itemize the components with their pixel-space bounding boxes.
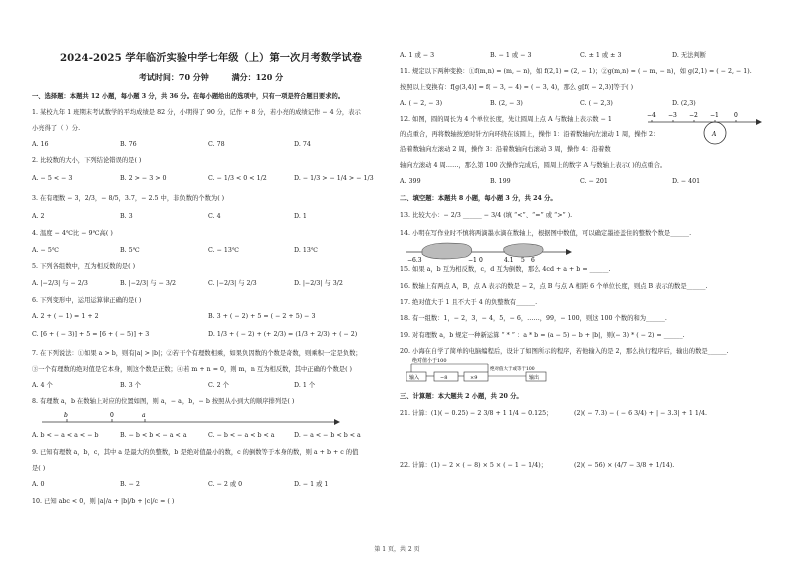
q20-condition-label: 绝对值大于或等于100: [490, 367, 535, 372]
q8-stem: 8. 有理数 a，b 在数轴上对应的位置如图，则 a，− a，b，− b 按照从小到大的顺序排列是( ): [32, 398, 295, 405]
q5-option-c: C. |−2/3| 与 2/3: [208, 280, 257, 287]
section-heading-choice: 一、选择题：本题共 12 小题，每小题 3 分，共 36 分。在每小题给出的选项中，只有一项是符合题目要求的。: [32, 93, 345, 100]
q12-option-d: D. − 401: [672, 178, 701, 185]
q11-option-b: B. (2, − 3): [490, 100, 523, 107]
q10-option-a: A. 1 或 − 3: [400, 52, 435, 59]
q11-option-d: D. (2,3): [672, 100, 696, 107]
q7-line2: ③一个有理数的绝对值是它本身，则这个数是正数；④若 m + n = 0，则 m，n 互为相反数，其中正确的个数是( ): [32, 366, 353, 373]
q19-stem: 19. 对有理数 a，b 规定一种新运算 “ * ” ：a * b = (a − 5) − b + |b|，则(− 3) * ( − 2) = ______.: [400, 332, 685, 339]
q6-stem: 6. 下列变形中，运用运算律正确的是( ): [32, 297, 142, 304]
page-footer: 第 1 页，共 2 页: [374, 546, 420, 553]
q21-part1: 21. 计算：(1)( − 0.25) − 2 3/8 + 1 1/4 − 0.125；: [400, 410, 553, 417]
q12-circle-number-line: [646, 110, 766, 148]
q2-option-b: B. 2 > − 3 > 0: [120, 175, 167, 182]
q4-option-a: A. − 5℃: [32, 247, 59, 254]
q4-option-d: D. 13℃: [294, 247, 318, 254]
q17-stem: 17. 绝对值大于 1 且不大于 4 的负整数有______.: [400, 299, 538, 306]
q12-option-a: A. 399: [400, 178, 421, 185]
q3-option-b: B. 3: [120, 213, 133, 220]
q12-point-a: A: [712, 131, 717, 138]
q10-option-d: D. 无法判断: [672, 52, 707, 59]
q9-option-b: B. − 2: [120, 481, 140, 488]
q20-minus8-label: −8: [440, 375, 448, 381]
q3-option-d: D. 1: [294, 213, 307, 220]
q7-option-a: A. 4 个: [32, 382, 53, 389]
q1-option-d: D. 74: [294, 141, 311, 148]
q12-tick-neg4: −4: [647, 112, 656, 119]
q10-option-c: C. ± 1 或 ± 3: [580, 52, 622, 59]
q11-option-c: C. ( − 2,3): [580, 100, 613, 107]
exam-meta: [32, 73, 390, 83]
q4-stem: 4. 温度 − 4℃比 − 9℃高( ): [32, 230, 113, 237]
q20-flow-top-label: 绝对值小于100: [412, 358, 447, 364]
q8-option-b: B. − b < b < − a < a: [120, 432, 187, 439]
q7-option-b: B. 3 个: [120, 382, 141, 389]
q6-option-c: C. [6 + ( − 3)] + 5 = [6 + ( − 5)] + 3: [32, 331, 150, 338]
q22-part2: (2)( − 56) × (4/7 − 3/8 + 1/14).: [574, 462, 675, 469]
q8-label-0: 0: [110, 412, 114, 419]
section-heading-fill: 二、填空题：本题共 8 小题，每小题 3 分，共 24 分。: [400, 195, 557, 202]
q12-option-b: B. 199: [490, 178, 511, 185]
q3-stem: 3. 在有理数 − 3，2/3，− 8/5，3.7，− 2.5 中，非负数的个数为( ): [32, 195, 225, 202]
q5-stem: 5. 下列各组数中，互为相反数的是( ): [32, 263, 136, 270]
q2-option-c: C. − 1/3 < 0 < 1/2: [208, 175, 267, 182]
q3-option-a: A. 2: [32, 213, 45, 220]
q1-option-a: A. 16: [32, 141, 49, 148]
q2-stem: 2. 比较数的大小，下列结论错误的是( ): [32, 157, 142, 164]
q20-output-label: 输出: [529, 375, 540, 381]
q2-option-a: A. − 5 < − 3: [32, 175, 73, 182]
q4-option-b: B. 5℃: [120, 247, 140, 254]
exam-time: 考试时间：70 分钟: [138, 72, 209, 82]
q9-option-c: C. − 2 或 0: [208, 481, 243, 488]
q5-option-a: A. |−2/3| 与 − 2/3: [32, 280, 88, 287]
q11-option-a: A. ( − 2, − 3): [400, 100, 443, 107]
full-score: 满分：120 分: [231, 72, 284, 82]
q6-option-d: D. 1/3 + ( − 2) + (+ 2/3) = (1/3 + 2/3) + ( − 2): [208, 331, 358, 338]
q8-option-c: C. − b < − a < b < a: [208, 432, 275, 439]
q12-line2: 的点重合，再将数轴按逆时针方向环绕在该圆上，操作 1：沿着数轴向左滚动 1 周，操作 2：: [400, 131, 660, 138]
q15-stem: 15. 如果 a，b 互为相反数，c，d 互为倒数，那么 4cd + a + b = ______.: [400, 266, 611, 273]
section-heading-calc: 三、计算题：本大题共 2 小题，共 20 分。: [400, 393, 523, 400]
q14-label-4-1: 4.1: [504, 257, 514, 264]
q2-option-d: D. − 1/3 > − 1/4 > − 1/3: [294, 175, 374, 182]
q5-option-b: B. |−2/3| 与 − 3/2: [120, 280, 176, 287]
q20-input-label: 输入: [409, 375, 420, 381]
q21-part2: (2)( − 7.3) − ( − 6 3/4) + | − 3.3| + 1 1/4.: [574, 410, 707, 417]
q4-option-c: C. − 13℃: [208, 247, 239, 254]
q12-tick-neg2: −2: [689, 112, 698, 119]
q20-stem: 20. 小海在自学了简单的电脑编程后，设计了如图所示的程序，若他输入的是 2，那么执行程序后，输出的数是______.: [400, 348, 729, 355]
q14-label-neg6-3: −6.3: [407, 257, 422, 264]
q12-tick-neg3: −3: [668, 112, 677, 119]
q8-label-b: b: [64, 412, 68, 419]
q10-stem: 10. 已知 abc < 0，则 |a|/a + |b|/b + |c|/c = ( ): [32, 498, 175, 505]
q13-stem: 13. 比较大小：− 2/3 ______ − 3/4 (填 “<”、“=” 或 “>” ).: [400, 212, 573, 219]
q6-option-a: A. 2 + ( − 1) = 1 + 2: [32, 313, 99, 320]
q12-line4: 轴向左滚动 4 周……，那么第 100 次操作完成后，圆周上的数字 A 与数轴上表示( )的点重合。: [400, 162, 667, 169]
q12-tick-neg1: −1: [710, 112, 719, 119]
q11-line2: 按照以上变换有：f[g(3,4)] = f( − 3, − 4) = ( − 3, 4)，那么 g[f( − 2,3)]等于( ): [400, 84, 634, 91]
q14-label-0: 0: [479, 257, 483, 264]
q18-stem: 18. 有一组数：1，− 2，3，− 4，5，− 6，……，99，− 100，则这 100 个数的和为______.: [400, 315, 667, 322]
q11-line1: 11. 规定以下两种变换：①f(m,n) = (m, − n)，如 f(2,1) = (2, − 1)；②g(m,n) = ( − m, − n)，如 g(2,1) = ( − 2, − 1).: [400, 68, 752, 75]
q7-option-d: D. 1 个: [294, 382, 316, 389]
q22-part1: 22. 计算：(1) − 2 × ( − 8) × 5 × ( − 1 − 1/4)；: [400, 462, 548, 469]
q7-line1: 7. 在下列说法：①如果 a > b，则有|a| > |b|；②若干个有理数相乘，如果负因数的个数是奇数，则乘积一定是负数；: [32, 350, 362, 357]
q14-ink-number-line: [404, 240, 574, 264]
q12-option-c: C. − 201: [580, 178, 608, 185]
q20-times9-label: ×9: [470, 375, 478, 381]
q14-label-neg1: −1: [468, 257, 477, 264]
q14-label-6: 6: [531, 257, 535, 264]
q14-stem: 14. 小明在写作业时不慎将两滴墨水滴在数轴上，根据图中数值，可以确定墨迹盖住的整数个数是______.: [400, 230, 692, 237]
q20-flowchart: [406, 356, 556, 392]
q9-option-d: D. − 1 或 1: [294, 481, 329, 488]
q14-ink-blot-left: [422, 243, 472, 259]
q10-option-b: B. − 1 或 − 3: [490, 52, 532, 59]
q14-ink-blot-right: [504, 244, 543, 257]
q8-option-d: D. − a < − b < b < a: [294, 432, 361, 439]
q8-label-a: a: [142, 412, 146, 419]
q8-option-a: A. b < − a < a < − b: [32, 432, 99, 439]
q9-option-a: A. 0: [32, 481, 45, 488]
q6-option-b: B. 3 + ( − 2) + 5 = ( − 2 + 5) − 3: [208, 313, 316, 320]
q3-option-c: C. 4: [208, 213, 221, 220]
q9-line2: 是( ): [32, 465, 46, 472]
q12-line3: 沿着数轴向左滚动 2 周，操作 3：沿着数轴向右滚动 3 周，操作 4：沿着数: [400, 146, 611, 153]
q14-label-5: 5: [521, 257, 525, 264]
q1-line2: 小亮得了（ ）分.: [32, 125, 81, 132]
q9-line1: 9. 已知有理数 a，b，c，其中 a 是最大的负整数，b 是绝对值最小的数，c 的倒数等于本身的数，则 a + b + c 的值: [32, 449, 359, 456]
q1-option-c: C. 78: [208, 141, 225, 148]
q12-tick-0: 0: [734, 112, 738, 119]
page-title: 2024-2025 学年临沂实验中学七年级（上）第一次月考数学试卷: [59, 52, 363, 64]
q1-line1: 1. 某校九年 1 班期末考试数学的平均成绩是 82 分，小明得了 90 分，记作 + 8 分，若小亮的成绩记作 − 4 分，表示: [32, 109, 361, 116]
q1-option-b: B. 76: [120, 141, 137, 148]
q7-option-c: C. 2 个: [208, 382, 229, 389]
q12-line1: 12. 如图，圆的周长为 4 个单位长度，先让圆周上点 A 与数轴上表示数 − 1: [400, 116, 612, 123]
q5-option-d: D. |−2/3| 与 3/2: [294, 280, 343, 287]
q16-stem: 16. 数轴上有两点 A，B，点 A 表示的数是 − 2，点 B 与点 A 相距 6 个单位长度，则点 B 表示的数是______.: [400, 283, 708, 290]
q8-number-line: [42, 410, 342, 430]
